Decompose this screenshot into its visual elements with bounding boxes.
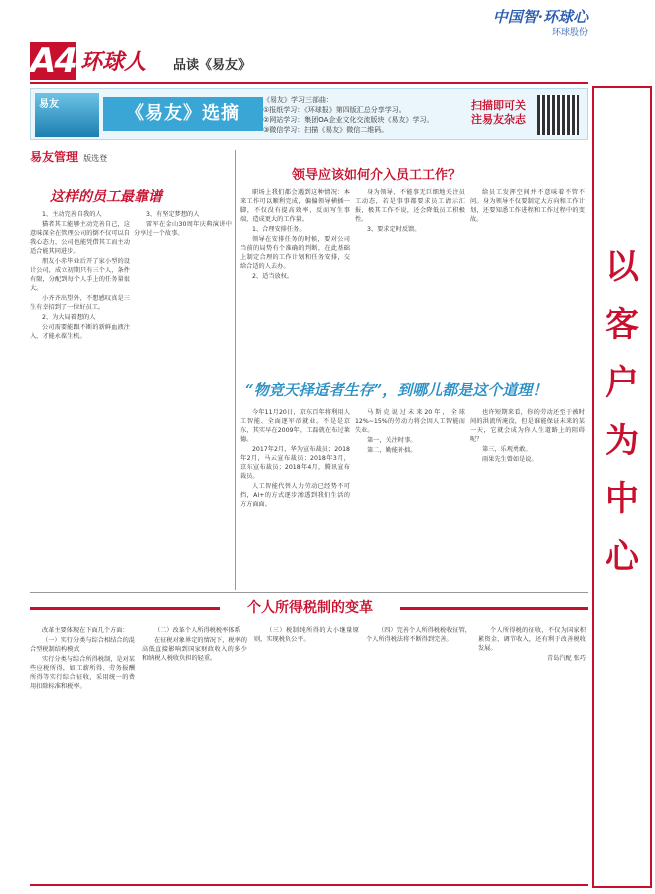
management-tag-title: 易友管理 (30, 150, 79, 164)
paragraph: 2、适当放权。 (252, 273, 294, 280)
paragraph: 身为领导，不能事无巨细地关注员工动态，若是事事都要求员工请示汇报，极其工作不说，还会降低员工积极性。 (355, 189, 465, 223)
paragraph: 小齐齐出望外，不想感叹真是三生有幸招到了一位好员工。 (30, 295, 130, 311)
section-logo: A4 (30, 41, 76, 81)
paragraph: 1、合理安排任务。 (252, 226, 306, 233)
paragraph: 马斯克说过未来20年，全球12%~15%的劳动力将会因人工智能而失业。 (355, 409, 465, 434)
magazine-cover-image (35, 93, 99, 137)
paragraph: 2、为大局着想的人 (42, 314, 96, 321)
paragraph: 改革主要体现在下面几个方面： (42, 627, 129, 634)
yiyou-banner (30, 88, 588, 140)
magazine-cover-label: 易友 (39, 99, 59, 110)
newspaper-name: 环球人 (80, 49, 147, 75)
paragraph: 3、要求定时反馈。 (367, 226, 421, 233)
article-body (366, 626, 471, 878)
article-body (142, 626, 247, 878)
paragraph: 今年11月20日，京东百年将利用人工智能、全面逐军帝就业。不是是京东，其实早在2009年，工磊就在布过莱德。 (240, 409, 350, 443)
article-body (30, 626, 135, 878)
slogan-char: 客 (605, 305, 639, 345)
study-step: ②网站学习：集团OA企业文化交流版块《易友》学习。 (263, 116, 434, 124)
article-title-bar (30, 598, 588, 620)
paragraph: 实行分类与综合所得税制，是对某些应税所得，如工薪所得、劳务报酬所得等实行综合征收，采用统一的费用扣除标准和税率。 (30, 656, 135, 690)
paragraph: 公司需要能跟不断的新鲜血液注入，才能永葆生机。 (30, 324, 130, 340)
paragraph: 3、有坚定梦想的人 (146, 211, 200, 218)
paragraph: 猫者其工能够主动完善自己，这意味深全在管理公司的倒不仅可以自我心态力，公司也能凭借其工而主动适合能其同进步。 (30, 221, 130, 255)
qr-code-icon[interactable] (537, 95, 579, 135)
slogan-char: 户 (605, 363, 639, 403)
paragraph: （三）税制纯所得的大小继量原则，实现税负公平。 (254, 627, 359, 643)
paragraph: 第一，关注时事。 (367, 437, 417, 444)
author-credit: 青岛汽配 张巧 (546, 655, 586, 662)
paragraph: 雷军在金山30周年庆典演讲中分享过一个故事。 (134, 221, 232, 237)
paragraph: 职场上我们都会遇到这种情况：本来工作可以顺利完成，偏偏领导横插一脚，不仅没有提高效率，反而写生事端，造成更大的工作量。 (240, 189, 350, 223)
paragraph: 个人所得税的征收，不仅为国家积累资金、调节收入，还有利于改善税收发展。 (478, 627, 586, 652)
footer-rule (30, 884, 588, 886)
paragraph: 领导在安排任务的时候，要对公司当前的局势有个准确的判断，在此基础上制定合理的工作计划和任务安排，交给合适的人去办。 (240, 236, 350, 270)
article-title: 领导应该如何介入员工工作？ (292, 168, 462, 183)
article-body (470, 188, 585, 368)
article-title: 这样的员工最靠谱 (50, 189, 162, 205)
article-body (470, 408, 585, 590)
vertical-slogan (592, 86, 652, 888)
article-body (240, 188, 350, 368)
article-body (254, 626, 359, 878)
paragraph: 也许短期来看，你的劳动还至于被时间的洪流所淹没，但是谁能保证未来的某一天，它就会成为你人生道路上的阻碍呢？ (470, 409, 585, 443)
paragraph: 人工智能代替人力劳动已经势不可挡，AI+的方式逐步渗透到我们生活的方方面面。 (240, 483, 350, 508)
study-steps-heading: 《易友》学习三部曲： (263, 96, 333, 104)
paragraph: 第二，勤能补拙。 (367, 447, 417, 454)
slogan-char: 心 (605, 537, 639, 577)
paragraph: 2017年2月，华为宣布裁员；2018年2月，马云宣布裁员；2018年3月，京东宣布裁员；2018年4月，腾讯宣布裁员。 (240, 446, 350, 480)
column-divider (235, 150, 236, 590)
management-tag-sub: 版选登 (83, 154, 108, 163)
article-title: 个人所得税制的变革 (220, 598, 400, 618)
article-body (240, 408, 350, 590)
slogan-char: 以 (605, 247, 639, 287)
section-label: 品读《易友》 (173, 58, 252, 73)
brand-slogan: 中国智·环球心 (492, 8, 588, 26)
article-body (30, 210, 130, 590)
slogan-char: 中 (605, 479, 639, 519)
banner-title: 《易友》选摘 (103, 97, 263, 131)
study-step: ③微信学习：扫描《易友》微信二维码。 (263, 126, 389, 134)
paragraph: （四）完善个人所得税税收征管，个人所得税法将不断得到完善。 (366, 627, 471, 643)
page-header (30, 40, 612, 84)
paragraph: （一）实行分类与综合相结合的混合型税制结构模式 (30, 637, 135, 653)
header-rule (30, 82, 588, 84)
paragraph: 1、主动完善自我的人 (42, 211, 102, 218)
paragraph: 给员工发挥空间并不意味着不管不问。身为领导不仅要制定大方向和工作计划，还要知悉工作进程和工作过程中的变故。 (470, 189, 585, 223)
article-body (355, 188, 465, 368)
article-body (355, 408, 465, 590)
article-title: “物竞天择适者生存”，到哪儿都是这个道理！ (245, 381, 548, 399)
brand-sub: 环球股份 (551, 28, 588, 38)
paragraph: （二）改革个人所得税税率体系 (154, 627, 241, 634)
study-steps (263, 95, 463, 135)
paragraph: 朋友小赤毕业后开了家小型的设计公司，成立初期只有三个人，条件有限，分配到每个人手上的任务量很大。 (30, 258, 130, 292)
study-step: ①报纸学习：《环球报》第四版汇总分享学习。 (263, 106, 406, 114)
article-body (134, 210, 232, 590)
article-body (478, 626, 586, 878)
paragraph: 第三，乐观勇敢。 (482, 446, 532, 453)
paragraph: 雨果先生曾如是说。 (482, 456, 538, 463)
management-column-tag (30, 146, 190, 166)
slogan-char: 为 (605, 421, 639, 461)
paragraph: 在征税对象界定的情况下，税率的高低直接影响到国家财政收入的多少和纳税人税收负担的轻重。 (142, 637, 247, 662)
section-divider (30, 592, 588, 593)
follow-prompt: 扫描即可关注易友杂志 (471, 99, 526, 126)
